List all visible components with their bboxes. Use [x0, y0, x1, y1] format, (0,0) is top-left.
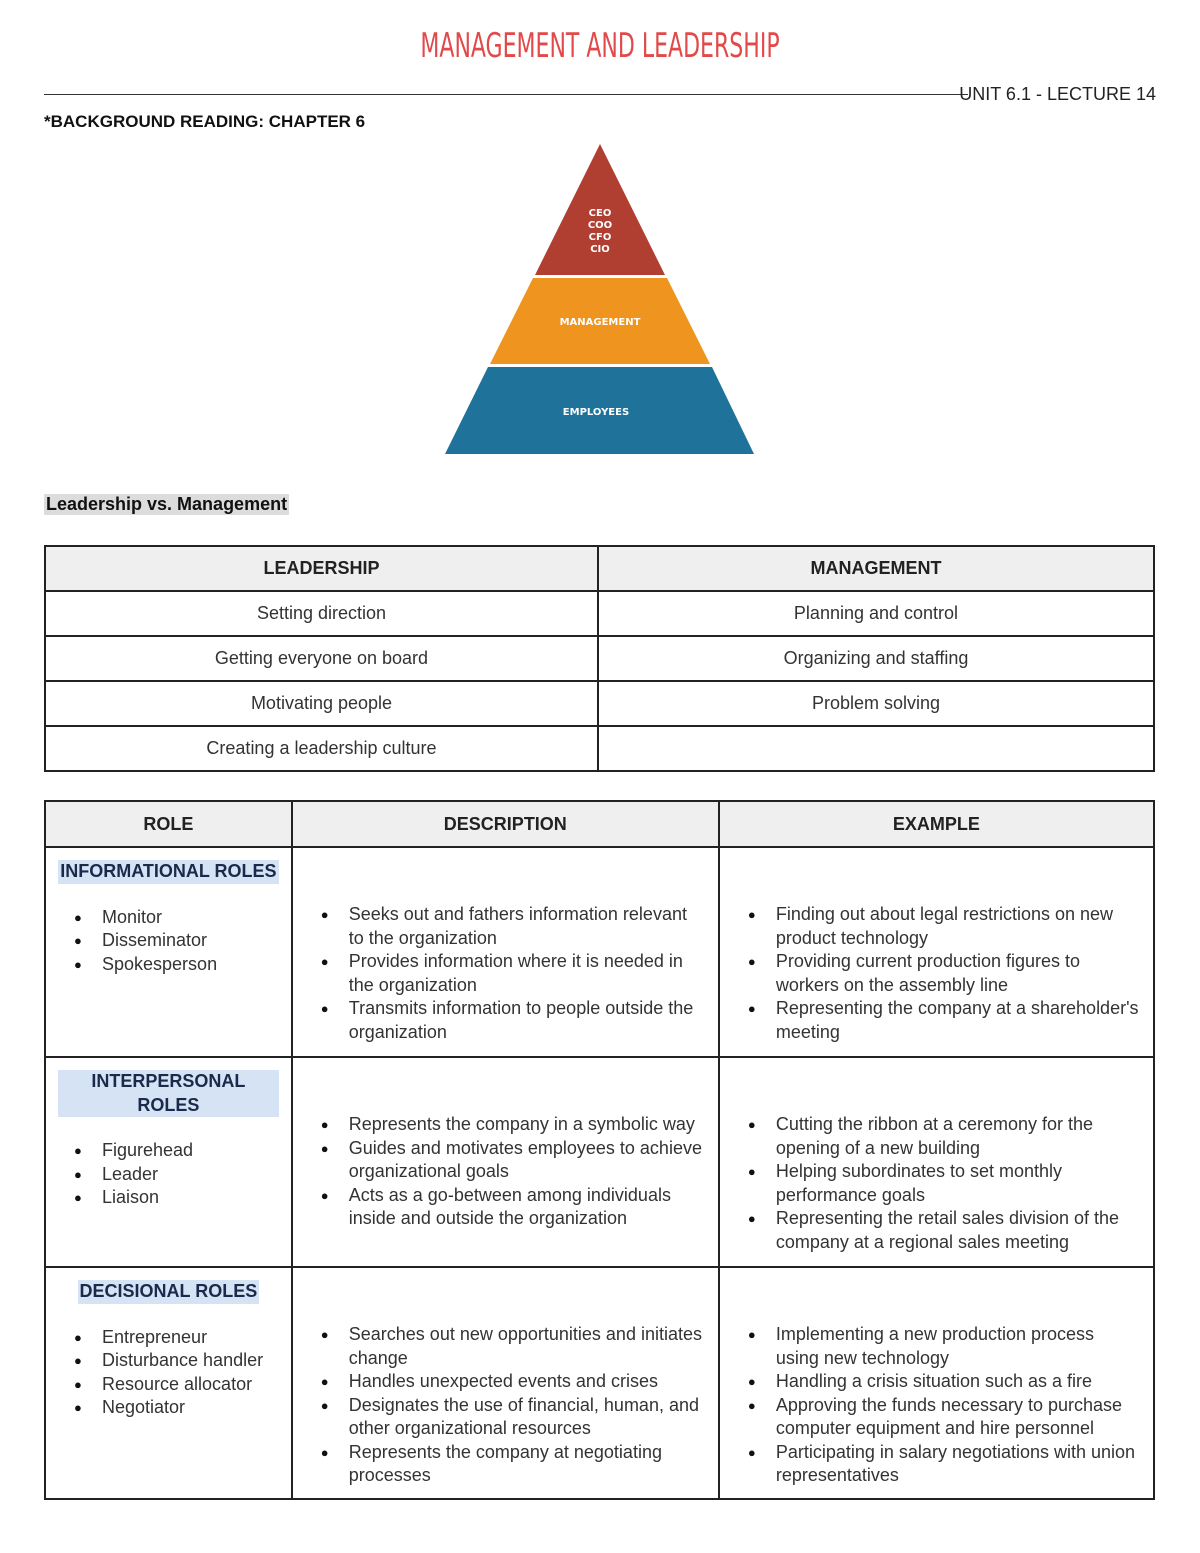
list-item: ● Entrepreneur: [102, 1326, 279, 1350]
description-list: [319, 903, 706, 1044]
list-item: ● Disseminator: [102, 929, 279, 953]
list-item: ● Guides and motivates employees to achieve organizational goals: [349, 1137, 706, 1184]
example-list: [746, 903, 1141, 1044]
list-item: ● Handling a crisis situation such as a fire: [776, 1370, 1141, 1394]
unit-label: UNIT 6.1 - LECTURE 14: [959, 84, 1156, 104]
description-cell: [292, 847, 719, 1057]
pyramid-top-label-1: CEO: [588, 208, 612, 219]
role-group-title: DECISIONAL ROLES: [78, 1280, 260, 1304]
description-list: [319, 1113, 706, 1231]
list-item: ● Participating in salary negotiations with union representatives: [776, 1441, 1141, 1488]
table-row: [45, 681, 1154, 726]
table-row-informational: [45, 847, 1154, 1057]
list-item: ● Searches out new opportunities and initiates change: [349, 1323, 706, 1370]
column-header-example: EXAMPLE: [719, 801, 1154, 847]
list-item: ● Resource allocator: [102, 1373, 279, 1397]
page-title: MANAGEMENT AND LEADERSHIP: [420, 26, 780, 66]
hierarchy-pyramid: [440, 140, 760, 460]
description-cell: [292, 1057, 719, 1267]
list-item: ● Cutting the ribbon at a ceremony for the opening of a new building: [776, 1113, 1141, 1160]
pyramid-top-label-4: CIO: [590, 244, 610, 255]
list-item: ● Approving the funds necessary to purchase computer equipment and hire personnel: [776, 1394, 1141, 1441]
table-row-interpersonal: [45, 1057, 1154, 1267]
role-cell: [45, 1267, 292, 1499]
pyramid-top-label-2: COO: [587, 220, 613, 231]
table-cell: [598, 726, 1154, 771]
list-item: ● Representing the company at a shareholder's meeting: [776, 997, 1141, 1044]
column-header-management: MANAGEMENT: [598, 546, 1154, 591]
role-cell: [45, 1057, 292, 1267]
list-item: ● Implementing a new production process using new technology: [776, 1323, 1141, 1370]
table-cell: Setting direction: [45, 591, 598, 636]
table-cell: Planning and control: [598, 591, 1154, 636]
example-cell: [719, 1267, 1154, 1499]
list-item: ● Represents the company at negotiating processes: [349, 1441, 706, 1488]
list-item: ● Leader: [102, 1163, 279, 1187]
list-item: ● Helping subordinates to set monthly performance goals: [776, 1160, 1141, 1207]
example-cell: [719, 847, 1154, 1057]
list-item: ● Liaison: [102, 1186, 279, 1210]
list-item: ● Represents the company in a symbolic way: [349, 1113, 706, 1137]
list-item: ● Transmits information to people outside the organization: [349, 997, 706, 1044]
table-cell: Creating a leadership culture: [45, 726, 598, 771]
list-item: ● Acts as a go-between among individuals inside and outside the organization: [349, 1184, 706, 1231]
column-header-leadership: LEADERSHIP: [45, 546, 598, 591]
header-rule: [44, 94, 968, 95]
list-item: ● Figurehead: [102, 1139, 279, 1163]
list-item: ● Representing the retail sales division of the company at a regional sales meeting: [776, 1207, 1141, 1254]
role-group-title: INTERPERSONAL ROLES: [58, 1070, 279, 1117]
list-item: ● Seeks out and fathers information relevant to the organization: [349, 903, 706, 950]
table-row: [45, 636, 1154, 681]
description-cell: [292, 1267, 719, 1499]
table-row: [45, 726, 1154, 771]
table-cell: Motivating people: [45, 681, 598, 726]
list-item: ● Monitor: [102, 906, 279, 930]
table-cell: Organizing and staffing: [598, 636, 1154, 681]
role-list: [72, 906, 279, 977]
description-list: [319, 1323, 706, 1488]
example-cell: [719, 1057, 1154, 1267]
list-item: ● Spokesperson: [102, 953, 279, 977]
list-item: ● Providing current production figures to workers on the assembly line: [776, 950, 1141, 997]
column-header-description: DESCRIPTION: [292, 801, 719, 847]
leadership-vs-management-table: [44, 545, 1155, 772]
list-item: ● Finding out about legal restrictions on new product technology: [776, 903, 1141, 950]
role-group-title: INFORMATIONAL ROLES: [58, 860, 278, 884]
table-cell: Problem solving: [598, 681, 1154, 726]
list-item: ● Provides information where it is needed in the organization: [349, 950, 706, 997]
role-list: [72, 1326, 279, 1420]
example-list: [746, 1113, 1141, 1254]
list-item: ● Designates the use of financial, human, and other organizational resources: [349, 1394, 706, 1441]
background-reading: *BACKGROUND READING: CHAPTER 6: [44, 112, 366, 131]
pyramid-top-label-3: CFO: [588, 232, 612, 243]
list-item: ● Negotiator: [102, 1396, 279, 1420]
pyramid-middle-label: MANAGEMENT: [559, 317, 641, 328]
list-item: ● Handles unexpected events and crises: [349, 1370, 706, 1394]
list-item: ● Disturbance handler: [102, 1349, 279, 1373]
role-cell: [45, 847, 292, 1057]
table-row-decisional: [45, 1267, 1154, 1499]
pyramid-bottom-label: EMPLOYEES: [562, 407, 630, 418]
column-header-role: ROLE: [45, 801, 292, 847]
comparison-heading: Leadership vs. Management: [46, 494, 288, 514]
example-list: [746, 1323, 1141, 1488]
table-cell: Getting everyone on board: [45, 636, 598, 681]
management-roles-table: [44, 800, 1155, 1500]
table-row: [45, 591, 1154, 636]
role-list: [72, 1139, 279, 1210]
